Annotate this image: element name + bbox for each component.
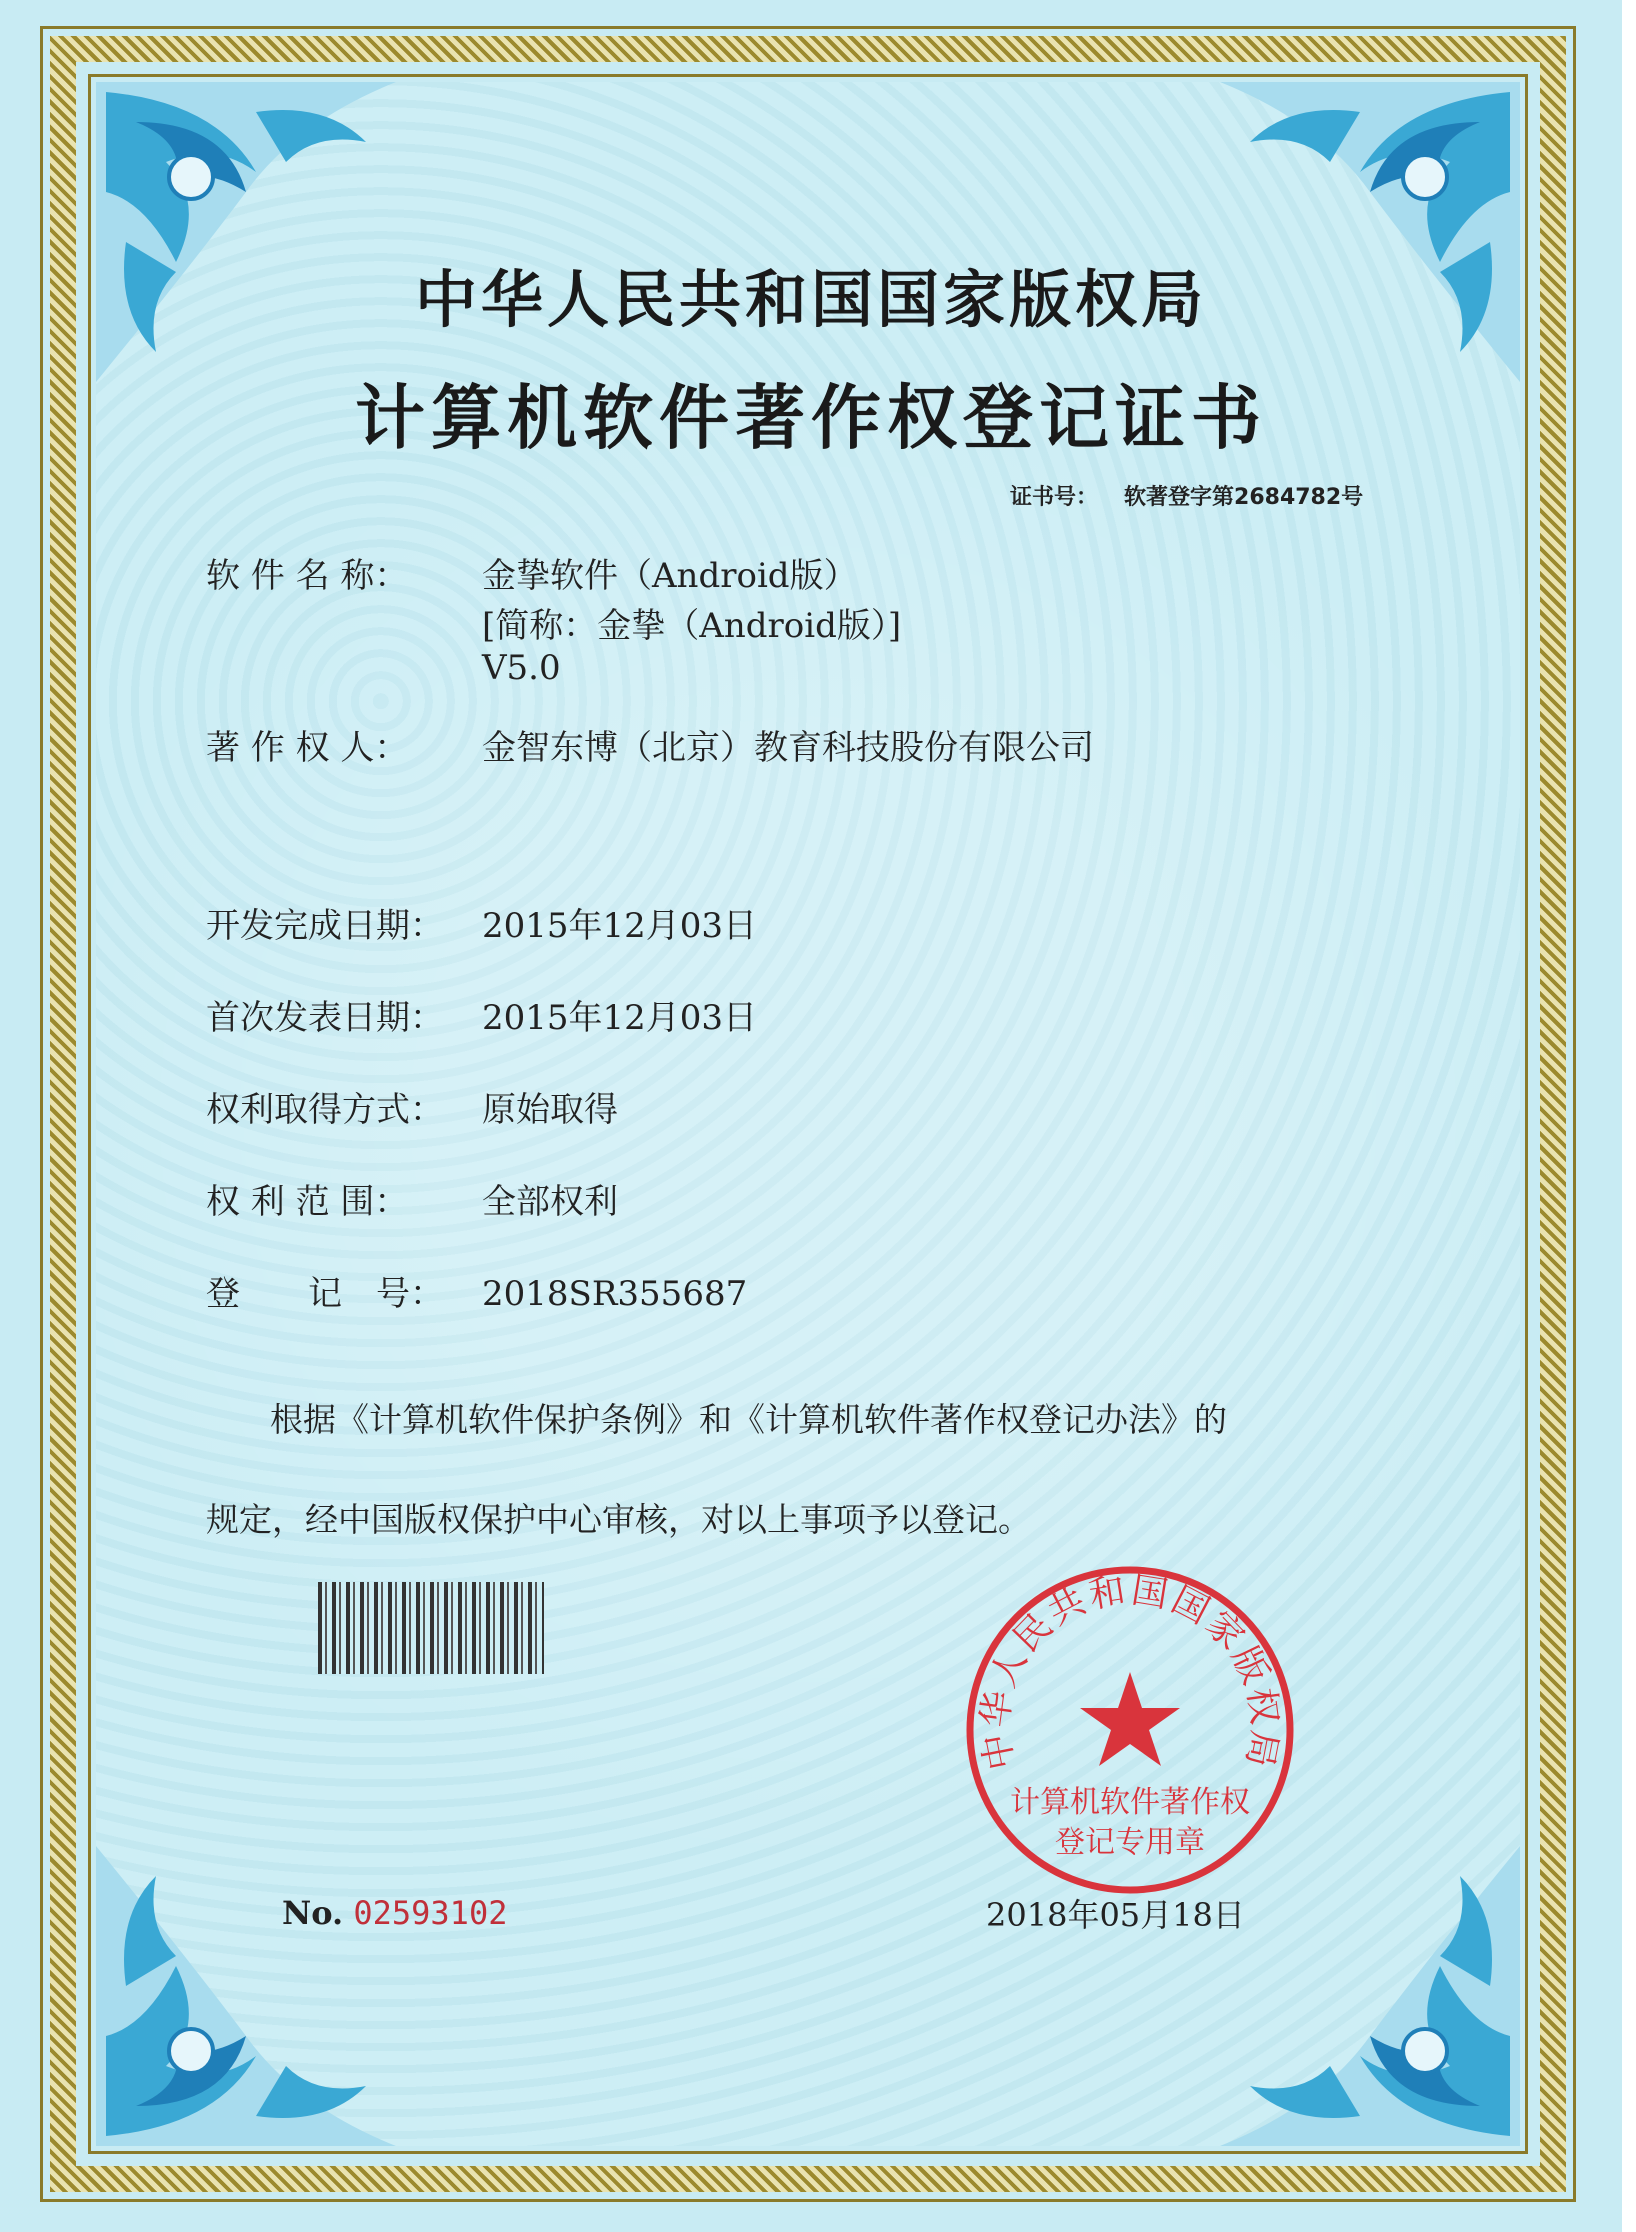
- issuer-heading: 中华人民共和国国家版权局: [414, 263, 1207, 336]
- dev-completion-date-label: 开发完成日期：: [206, 906, 444, 946]
- corner-ornament-bottom-left: [96, 1846, 396, 2146]
- copyright-owner-value: 金智东博（北京）教育科技股份有限公司: [482, 728, 1094, 768]
- registration-no-label: 登 记 号：: [206, 1274, 444, 1314]
- software-name-label: 软 件 名 称：: [206, 556, 409, 596]
- barcode-image: [318, 1582, 544, 1674]
- field-first-publication-date: [206, 990, 757, 1039]
- registration-no-value: 2018SR355687: [482, 1274, 748, 1314]
- field-registration-no: [206, 1266, 747, 1315]
- issue-date: 2018年05月18日: [986, 1896, 1245, 1934]
- software-short-name: [简称：金挚（Android版）]: [482, 606, 902, 646]
- serial-number-value: 02593102: [353, 1894, 508, 1932]
- field-scope-of-rights: [206, 1174, 618, 1223]
- scope-of-rights-value: 全部权利: [482, 1182, 618, 1222]
- first-publication-date-value: 2015年12月03日: [482, 998, 758, 1038]
- certificate-number-label: 证书号：: [1010, 485, 1099, 510]
- statement-line-1: 根据《计算机软件保护条例》和《计算机软件著作权登记办法》的: [270, 1400, 1227, 1439]
- serial-prefix: No.: [282, 1894, 344, 1932]
- seal-line-2: 登记专用章: [1055, 1825, 1205, 1860]
- certificate-number-value: 软著登字第2684782号: [1124, 485, 1364, 510]
- seal-line-1: 计算机软件著作权: [1010, 1785, 1250, 1820]
- serial-number: [282, 1894, 507, 1932]
- field-software-name: [206, 548, 902, 688]
- acquisition-method-value: 原始取得: [482, 1090, 618, 1130]
- software-version: V5.0: [482, 648, 561, 688]
- acquisition-method-label: 权利取得方式：: [206, 1090, 444, 1130]
- first-publication-date-label: 首次发表日期：: [206, 998, 444, 1038]
- field-acquisition-method: [206, 1082, 618, 1131]
- dev-completion-date-value: 2015年12月03日: [482, 906, 758, 946]
- field-copyright-owner: [206, 720, 1094, 769]
- seal-ring-text: 中华人民共和国国家版权局: [974, 1569, 1286, 1774]
- official-seal: [960, 1560, 1300, 1900]
- certificate-title: 计算机软件著作权登记证书: [355, 376, 1267, 459]
- software-name-value: 金挚软件（Android版）: [482, 556, 858, 596]
- scope-of-rights-label: 权 利 范 围：: [206, 1182, 409, 1222]
- copyright-owner-label: 著 作 权 人：: [206, 728, 409, 768]
- certificate-number: [1010, 480, 1363, 511]
- statement-line-2: 规定，经中国版权保护中心审核，对以上事项予以登记。: [206, 1500, 1031, 1539]
- field-dev-completion-date: [206, 898, 757, 947]
